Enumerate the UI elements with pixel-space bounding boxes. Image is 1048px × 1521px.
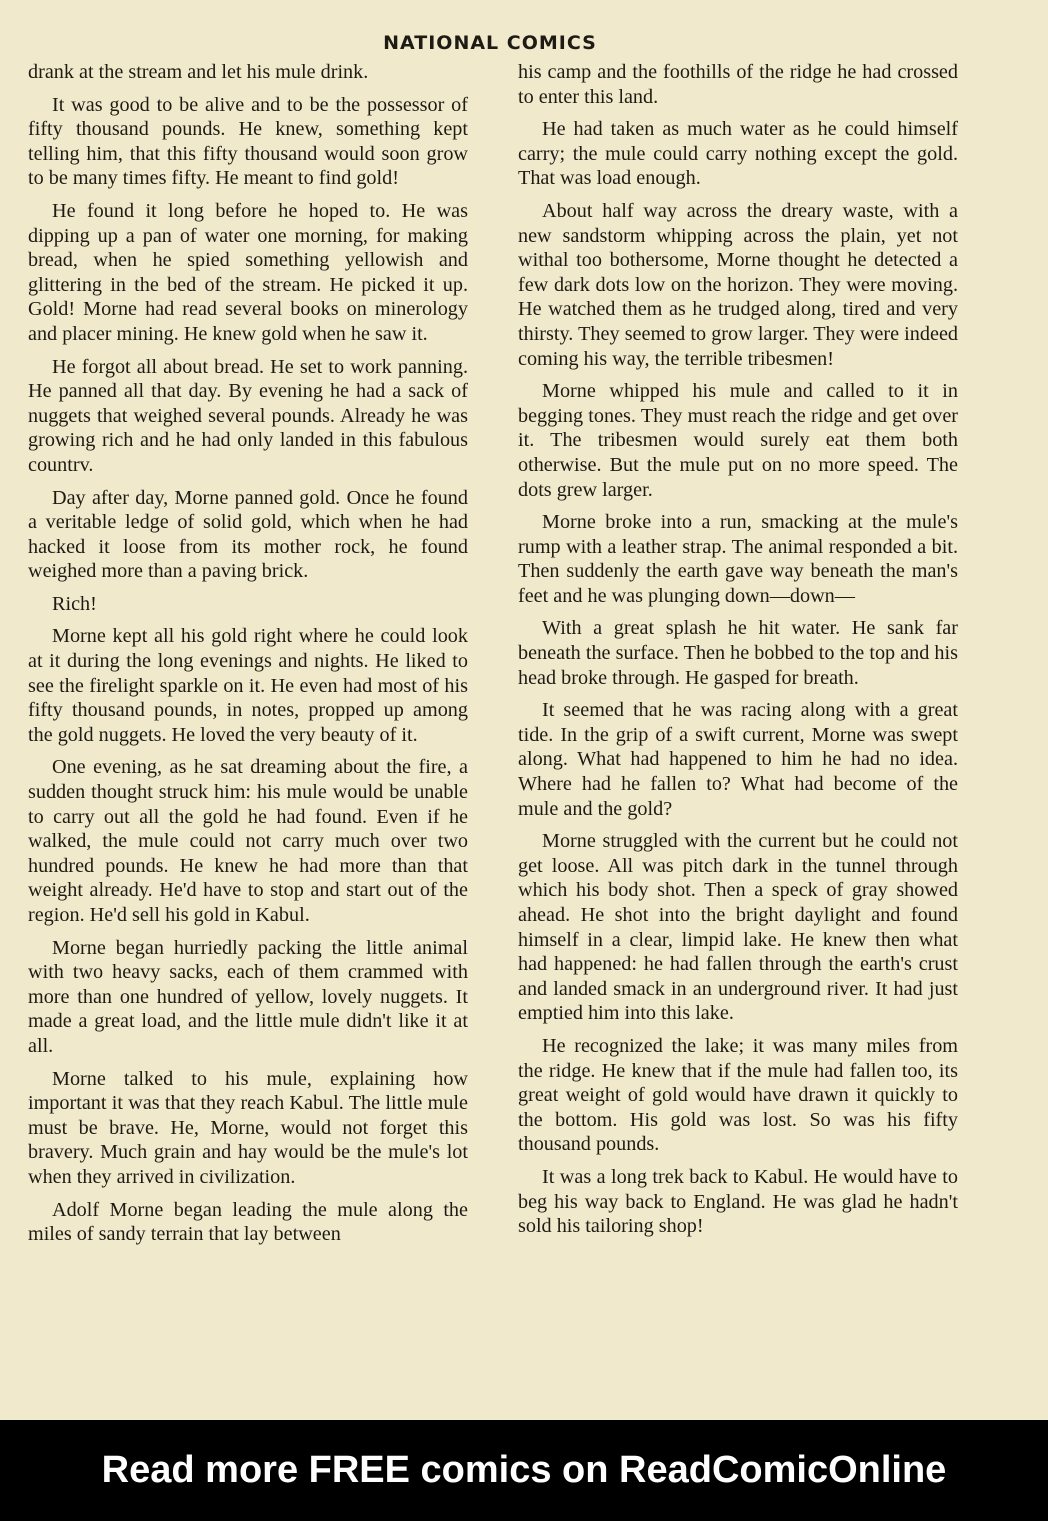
promo-banner[interactable] — [0, 1420, 1048, 1521]
paragraph: Morne whipped his mule and called to it in begging tones. They must reach the ridge and get over it. The tribesmen would surely eat them both otherwise. But the mule put on no more speed. The dots grew larger. — [518, 380, 958, 501]
paragraph: drank at the stream and let his mule drink. — [28, 61, 369, 83]
paragraph: With a great splash he hit water. He sank far beneath the surface. Then he bobbed to the top and his head broke through. He gasped for breath. — [518, 617, 958, 689]
paragraph: Day after day, Morne panned gold. Once he found a veritable ledge of solid gold, which when he had hacked it loose from its mother rock, he found weighed more than a paving brick. — [28, 486, 468, 583]
paragraph: Adolf Morne began leading the mule along the miles of sandy terrain that lay between — [28, 1198, 468, 1246]
paragraph: Morne struggled with the current but he could not get loose. All was pitch dark in the tunnel through which his body shot. Then a speck of gray showed ahead. He shot into the bright daylight and found himself in a clear, limpid lake. He knew then what had happened: he had fallen through the earth's crust and landed smack in an underground river. It had just emptied him into this lake. — [518, 830, 958, 1025]
right-column — [518, 60, 958, 1247]
paragraph: Morne broke into a run, smacking at the mule's rump with a leather strap. The animal responded a bit. Then suddenly the earth gave way beneath the man's feet and he was plunging down—down— — [518, 511, 958, 607]
paragraph: It was good to be alive and to be the possessor of fifty thousand pounds. He knew, something kept telling him, that this fifty thousand would soon grow to be many times fifty. He meant to find gold! — [28, 93, 468, 190]
paragraph: his camp and the foothills of the ridge he had crossed to enter this land. — [518, 61, 958, 108]
promo-banner-text[interactable]: Read more FREE comics on ReadComicOnline — [101, 1449, 947, 1491]
paragraph: One evening, as he sat dreaming about the fire, a sudden thought struck him: his mule would be unable to carry out all the gold he had found. Even if he walked, the mule could not carry much over two hundred pounds. He knew he had more than that weight already. He'd have to stop and start out of the region. He'd sell his gold in Kabul. — [28, 756, 468, 926]
paragraph: He had taken as much water as he could himself carry; the mule could carry nothing except the gold. That was load enough. — [518, 118, 958, 190]
left-column — [28, 60, 468, 1255]
paragraph: Morne began hurriedly packing the little animal with two heavy sacks, each of them crammed with more than one hundred of yellow, lovely nuggets. It made a great load, and the little mule didn't like it at all. — [28, 936, 468, 1057]
paragraph: It was a long trek back to Kabul. He would have to beg his way back to England. He was glad he hadn't sold his tailoring shop! — [518, 1165, 958, 1238]
paragraph: It seemed that he was racing along with a great tide. In the grip of a swift current, Morne was swept along. What had happened to him he had no idea. Where had he fallen to? What had become of the mule and the gold? — [518, 699, 958, 820]
paragraph: Morne kept all his gold right where he could look at it during the long evenings and nights. He liked to see the firelight sparkle on it. He even had most of his fifty thousand pounds, in notes, propped up among the gold nuggets. He loved the very beauty of it. — [28, 625, 468, 746]
paragraph: Morne talked to his mule, explaining how important it was that they reach Kabul. The little mule must be brave. He, Morne, would not forget this bravery. Much grain and hay would be the mule's lot when they arrived in civilization. — [28, 1067, 468, 1188]
paragraph: He found it long before he hoped to. He was dipping up a pan of water one morning, for making bread, when he spied something yellowish and glittering in the bed of the stream. He picked it up. Gold! Morne had read several books on minerology and placer mining. He knew gold when he saw it. — [28, 199, 468, 345]
paragraph: Rich! — [52, 592, 97, 615]
paragraph: He forgot all about bread. He set to work panning. He panned all that day. By evening he had a sack of nuggets that weighed several pounds. Already he was growing rich and he had only landed in this fabulous countrv. — [28, 355, 468, 476]
paragraph: He recognized the lake; it was many miles from the ridge. He knew that if the mule had fallen too, its great weight of gold would have drawn it quickly to the bottom. His gold was lost. So was his fifty thousand pounds. — [518, 1034, 958, 1156]
page-header: NATIONAL COMICS — [383, 32, 597, 54]
paragraph: About half way across the dreary waste, with a new sandstorm whipping across the plain, yet not withal too bothersome, Morne thought he detected a few dark dots low on the horizon. They were moving. He watched them as he trudged along, tired and very thirsty. They seemed to grow larger. They were indeed coming his way, the terrible tribesmen! — [518, 199, 958, 370]
